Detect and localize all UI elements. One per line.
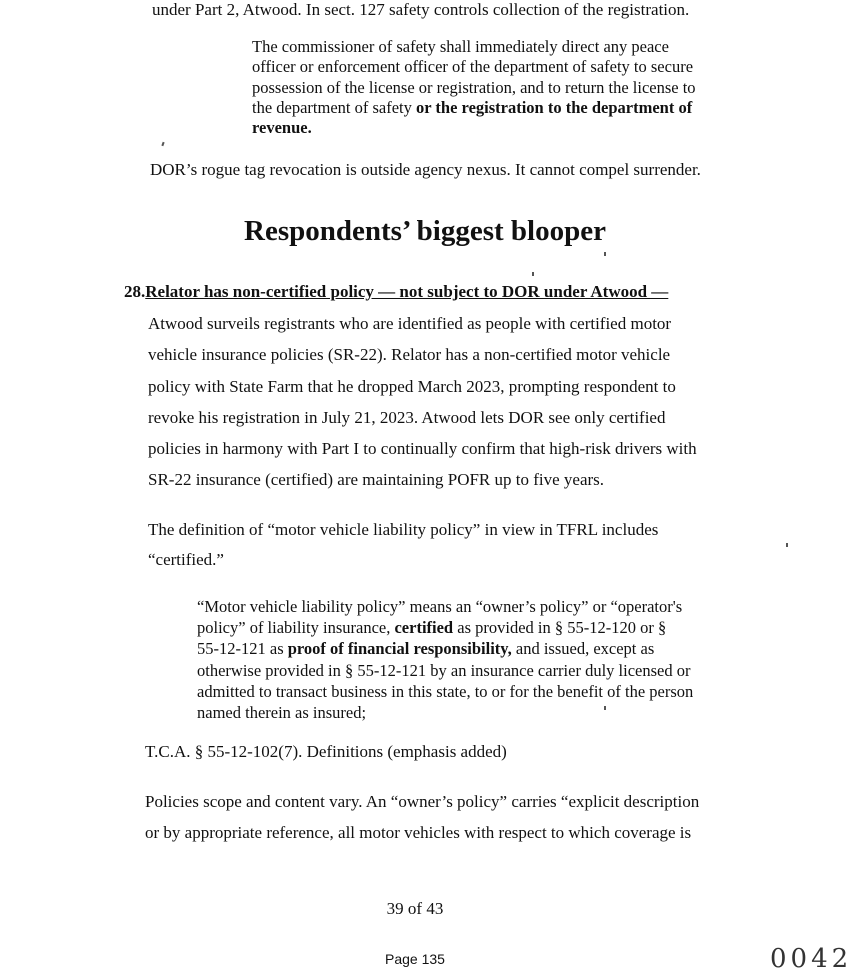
p28-line2: vehicle insurance policies (SR-22). Relator has a non-certified motor vehicle (148, 345, 671, 364)
quote2-line2-c: as provided in § 55-12-120 or § (453, 618, 667, 637)
quote1-line3: possession of the license or registration, and to return the license to (252, 78, 696, 97)
paragraph-28-title: Relator has non-certified policy — not subject to DOR under Atwood — (145, 282, 669, 301)
quote2-line2-a: policy” of liability insurance, (197, 618, 395, 637)
quote1-line2: officer or enforcement officer of the department of safety to secure (252, 57, 694, 76)
stray-mark (604, 252, 606, 256)
quote1-line4 (252, 98, 692, 118)
p28-line5: policies in harmony with Part I to continually confirm that high-risk drivers with (148, 439, 697, 458)
citation: T.C.A. § 55-12-102(7). Definitions (emphasis added) (145, 742, 507, 761)
quote2-line3-bold: proof of financial responsibility, (287, 639, 512, 658)
definition-line2: “certified.” (148, 550, 224, 569)
quote1-line5: revenue. (252, 118, 312, 137)
dor-statement: DOR’s rogue tag revocation is outside agency nexus. It cannot compel surrender. (150, 160, 701, 179)
quote1-line4-bold: or the registration to the department of (416, 98, 693, 117)
top-line: under Part 2, Atwood. In sect. 127 safety controls collection of the registration. (152, 0, 690, 19)
quote2-line4: otherwise provided in § 55-12-121 by an insurance carrier duly licensed or (197, 661, 691, 680)
quote2-line2-bold: certified (394, 618, 454, 637)
p28-line6: SR-22 insurance (certified) are maintaining POFR up to five years. (148, 470, 605, 489)
section-heading: Respondents’ biggest blooper (244, 215, 606, 247)
paragraph-28-heading (124, 282, 668, 302)
last-para-line2: or by appropriate reference, all motor vehicles with respect to which coverage is (145, 823, 692, 842)
stray-mark (161, 142, 164, 146)
quote2-line6: named therein as insured; (197, 703, 367, 722)
quote2-line3-c: and issued, except as (511, 639, 655, 658)
p28-line1: Atwood surveils registrants who are identified as people with certified motor (148, 314, 672, 333)
page-count: 39 of 43 (386, 899, 444, 918)
quote2-line3-a: 55-12-121 as (197, 639, 288, 658)
stray-mark (532, 272, 534, 276)
quote1-line1: The commissioner of safety shall immediately direct any peace (252, 37, 669, 56)
last-para-line1: Policies scope and content vary. An “owner’s policy” carries “explicit description (145, 792, 700, 811)
paragraph-number: 28. (124, 282, 146, 301)
quote2-line5: admitted to transact business in this state, to or for the benefit of the person (197, 682, 694, 701)
p28-line3: policy with State Farm that he dropped March 2023, prompting respondent to (148, 377, 676, 396)
quote1-line4-plain: the department of safety (252, 98, 417, 117)
stray-mark (604, 706, 606, 710)
stray-mark (786, 543, 788, 547)
definition-line1: The definition of “motor vehicle liability policy” in view in TFRL includes (148, 520, 659, 539)
quote2-line2 (197, 618, 666, 638)
page-label: Page 135 (385, 951, 445, 967)
quote2-line1: “Motor vehicle liability policy” means an “owner’s policy” or “operator's (197, 597, 683, 616)
bates-stamp: 0042 (770, 944, 852, 974)
quote2-line3 (197, 639, 654, 659)
p28-line4: revoke his registration in July 21, 2023. Atwood lets DOR see only certified (148, 408, 666, 427)
